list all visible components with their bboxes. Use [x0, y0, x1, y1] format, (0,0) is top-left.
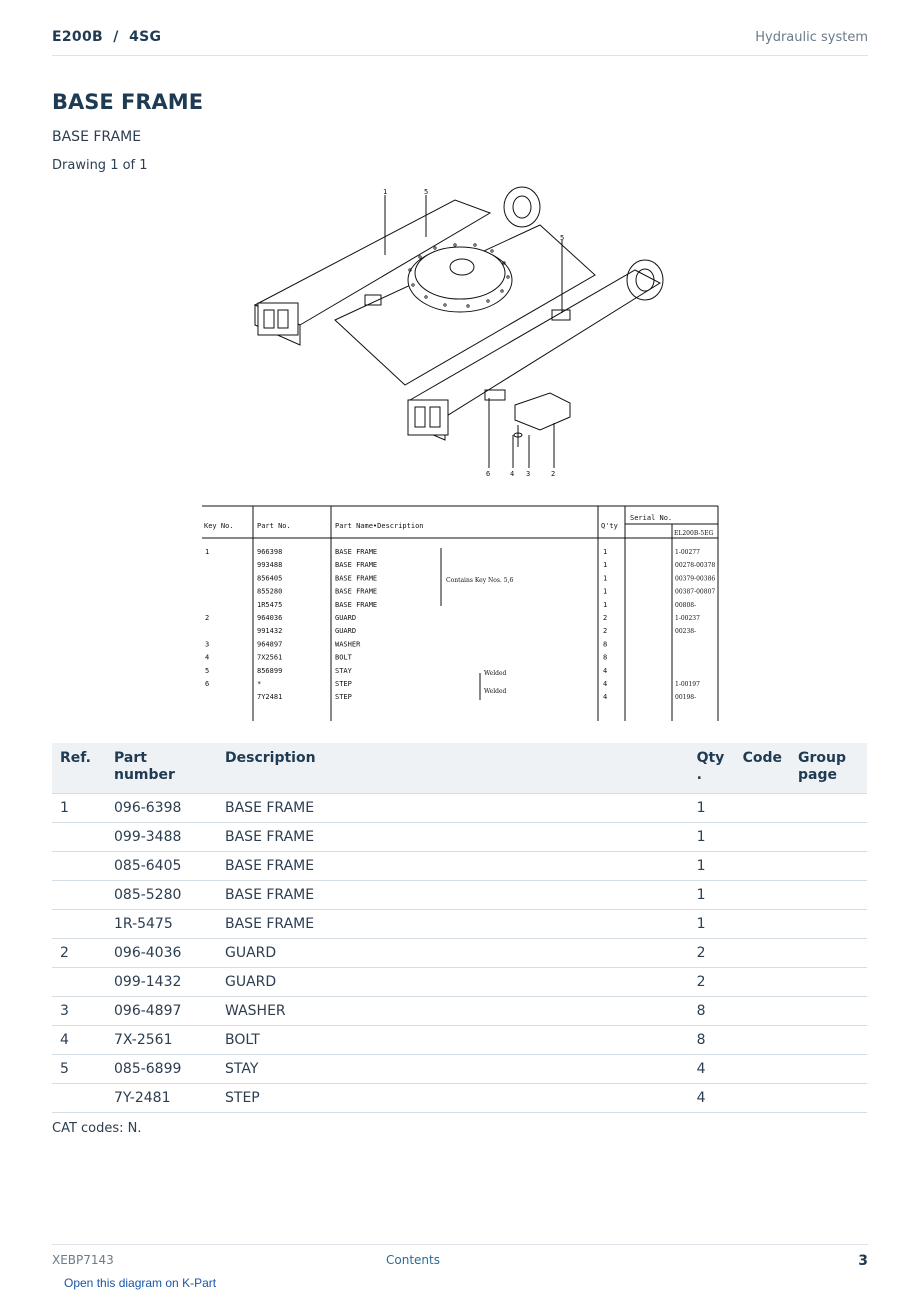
table-row — [52, 968, 867, 997]
cell-part-number: 096-4897 — [106, 997, 217, 1026]
cell-code — [735, 852, 790, 881]
scan-header-name: Part Name•Description — [335, 522, 424, 530]
col-description: Description — [217, 743, 689, 794]
scan-cell-name: BASE FRAME — [335, 574, 378, 583]
scan-cell-serial: 00278-00378 — [675, 562, 716, 570]
table-row — [52, 997, 867, 1026]
callout-1: 1 — [383, 188, 388, 196]
page-number: 3 — [858, 1253, 868, 1269]
document-id: XEBP7143 — [52, 1253, 114, 1267]
scan-cell-qty: 1 — [603, 561, 608, 570]
scan-cell-name: BASE FRAME — [335, 561, 378, 570]
cell-code — [735, 823, 790, 852]
scan-cell-serial: 1-00277 — [675, 549, 700, 556]
cell-part-number: 085-6405 — [106, 852, 217, 881]
cell-qty: 4 — [689, 1055, 735, 1084]
scan-cell-qty: 2 — [603, 614, 608, 622]
scan-cell-key: 3 — [205, 640, 210, 649]
cell-part-number: 1R-5475 — [106, 910, 217, 939]
cell-code — [735, 910, 790, 939]
scan-cell-name: GUARD — [335, 614, 357, 622]
kpart-link[interactable]: Open this diagram on K-Part — [64, 1276, 217, 1290]
cell-group-page — [790, 852, 867, 881]
cell-qty: 8 — [689, 1026, 735, 1055]
cell-qty: 1 — [689, 794, 735, 823]
cell-ref: 2 — [52, 939, 106, 968]
cell-part-number: 096-6398 — [106, 794, 217, 823]
cell-code — [735, 939, 790, 968]
callout-5-top: 5 — [424, 188, 429, 196]
col-part-number: Part number — [106, 743, 217, 794]
scan-cell-name: BOLT — [335, 653, 352, 662]
table-row — [52, 910, 867, 939]
cell-group-page — [790, 794, 867, 823]
cell-part-number: 099-1432 — [106, 968, 217, 997]
page-title: BASE FRAME — [52, 90, 204, 114]
scan-cell-serial: 00808- — [675, 601, 697, 609]
cat-codes: CAT codes: N. — [52, 1121, 142, 1136]
cell-qty: 1 — [689, 823, 735, 852]
scan-header-key: Key No. — [204, 522, 234, 530]
cell-part-number: 096-4036 — [106, 939, 217, 968]
scan-header-serial-sub: EL200B-5EG — [674, 530, 714, 537]
scan-cell-serial: 1-00237 — [675, 615, 700, 622]
cell-code — [735, 1026, 790, 1055]
cell-group-page — [790, 910, 867, 939]
col-code: Code — [735, 743, 790, 794]
cell-ref — [52, 881, 106, 910]
cell-group-page — [790, 823, 867, 852]
scan-cell-name: BASE FRAME — [335, 600, 378, 609]
cell-qty: 2 — [689, 968, 735, 997]
scan-cell-qty: 8 — [603, 640, 608, 649]
cell-code — [735, 881, 790, 910]
model-label: E200B / 4SG — [52, 29, 162, 45]
cell-qty: 1 — [689, 910, 735, 939]
scan-cell-qty: 2 — [603, 627, 608, 636]
scan-cell-name: STEP — [335, 693, 352, 702]
cell-part-number: 099-3488 — [106, 823, 217, 852]
cell-description: BASE FRAME — [217, 881, 689, 910]
cell-group-page — [790, 939, 867, 968]
cell-code — [735, 794, 790, 823]
scan-cell-key: 2 — [205, 614, 210, 622]
cell-code — [735, 1084, 790, 1113]
scan-cell-qty: 1 — [603, 587, 608, 596]
table-row — [52, 852, 867, 881]
cell-part-number: 085-6899 — [106, 1055, 217, 1084]
section-label: Hydraulic system — [755, 30, 868, 45]
scan-cell-qty: 8 — [603, 653, 608, 662]
scan-cell-part: 1R5475 — [257, 600, 283, 609]
cell-code — [735, 997, 790, 1026]
scan-note: Contains Key Nos. 5,6 — [446, 577, 514, 584]
scan-cell-name: BASE FRAME — [335, 548, 378, 556]
cell-description: STAY — [217, 1055, 689, 1084]
cell-part-number: 085-5280 — [106, 881, 217, 910]
page-header — [52, 28, 868, 56]
cell-description: WASHER — [217, 997, 689, 1026]
cell-part-number: 7X-2561 — [106, 1026, 217, 1055]
cell-qty: 4 — [689, 1084, 735, 1113]
table-row — [52, 823, 867, 852]
scan-cell-part: 856899 — [257, 666, 283, 675]
scan-cell-serial: 00198- — [675, 694, 697, 702]
cell-description: BASE FRAME — [217, 794, 689, 823]
cell-group-page — [790, 968, 867, 997]
scan-cell-serial: 00379-00386 — [675, 575, 716, 583]
scan-cell-name: BASE FRAME — [335, 587, 378, 596]
cell-description: GUARD — [217, 939, 689, 968]
cell-ref — [52, 1084, 106, 1113]
cell-part-number: 7Y-2481 — [106, 1084, 217, 1113]
scan-cell-key: 1 — [205, 548, 210, 556]
cell-description: BASE FRAME — [217, 823, 689, 852]
page-subtitle: BASE FRAME — [52, 129, 142, 145]
cell-description: STEP — [217, 1084, 689, 1113]
parts-table — [52, 743, 867, 1113]
scan-welded-1: Welded — [484, 670, 507, 677]
col-ref: Ref. — [52, 743, 106, 794]
scan-header-qty: Q'ty — [601, 522, 618, 530]
scan-cell-name: STAY — [335, 666, 352, 675]
table-row — [52, 1055, 867, 1084]
cell-description: BASE FRAME — [217, 910, 689, 939]
parts-table-header — [52, 743, 867, 794]
cell-code — [735, 968, 790, 997]
scan-cell-part: 991432 — [257, 627, 283, 636]
scanned-parts-list — [200, 503, 720, 725]
cell-description: BASE FRAME — [217, 852, 689, 881]
scan-cell-key: 6 — [205, 680, 210, 688]
callout-3: 3 — [526, 470, 531, 478]
cell-code — [735, 1055, 790, 1084]
scan-cell-part: 856405 — [257, 574, 283, 583]
scan-cell-part: * — [257, 680, 262, 688]
scan-cell-part: 993488 — [257, 561, 283, 570]
cell-qty: 2 — [689, 939, 735, 968]
scan-header-part: Part No. — [257, 522, 291, 530]
table-row — [52, 939, 867, 968]
cell-qty: 1 — [689, 852, 735, 881]
callout-6: 6 — [486, 470, 491, 478]
scan-cell-part: 964036 — [257, 614, 283, 622]
cell-ref: 5 — [52, 1055, 106, 1084]
cell-qty: 1 — [689, 881, 735, 910]
cell-ref: 3 — [52, 997, 106, 1026]
page-footer — [52, 1244, 868, 1275]
table-row — [52, 1084, 867, 1113]
scan-cell-part: 855280 — [257, 587, 283, 596]
scan-cell-qty: 4 — [603, 680, 608, 688]
col-group-page: Group page — [790, 743, 867, 794]
cell-description: BOLT — [217, 1026, 689, 1055]
scan-cell-name: STEP — [335, 680, 352, 688]
contents-link[interactable]: Contents — [386, 1253, 440, 1267]
callout-5-right: 5 — [560, 234, 565, 242]
scan-cell-serial: 00387-00807 — [675, 588, 716, 596]
scan-cell-part: 966398 — [257, 548, 283, 556]
scan-cell-serial: 00238- — [675, 628, 697, 636]
table-row — [52, 794, 867, 823]
cell-ref: 4 — [52, 1026, 106, 1055]
scan-cell-qty: 1 — [603, 548, 608, 556]
scan-cell-part: 7X2561 — [257, 653, 283, 662]
cell-description: GUARD — [217, 968, 689, 997]
col-qty: Qty . — [689, 743, 735, 794]
drawing-count: Drawing 1 of 1 — [52, 158, 148, 173]
cell-group-page — [790, 881, 867, 910]
scan-cell-qty: 4 — [603, 693, 608, 702]
cell-ref — [52, 910, 106, 939]
cell-qty: 8 — [689, 997, 735, 1026]
scan-cell-part: 7Y2481 — [257, 693, 283, 702]
cell-group-page — [790, 1084, 867, 1113]
scan-cell-part: 964897 — [257, 640, 283, 649]
table-row — [52, 1026, 867, 1055]
cell-ref: 1 — [52, 794, 106, 823]
scan-cell-serial: 1-00197 — [675, 681, 700, 688]
cell-ref — [52, 852, 106, 881]
cell-group-page — [790, 1026, 867, 1055]
cell-group-page — [790, 997, 867, 1026]
scan-cell-qty: 1 — [603, 574, 608, 583]
scan-cell-name: WASHER — [335, 640, 361, 649]
cell-ref — [52, 823, 106, 852]
cell-ref — [52, 968, 106, 997]
scan-cell-qty: 1 — [603, 600, 608, 609]
scan-cell-name: GUARD — [335, 627, 357, 636]
scan-cell-key: 5 — [205, 666, 210, 675]
table-row — [52, 881, 867, 910]
scan-header-serial: Serial No. — [630, 514, 673, 522]
callout-4: 4 — [510, 470, 515, 478]
base-frame-diagram — [240, 185, 680, 480]
scan-cell-key: 4 — [205, 653, 210, 662]
scan-cell-qty: 4 — [603, 666, 608, 675]
cell-group-page — [790, 1055, 867, 1084]
callout-2: 2 — [551, 470, 556, 478]
scan-welded-2: Welded — [484, 688, 507, 695]
